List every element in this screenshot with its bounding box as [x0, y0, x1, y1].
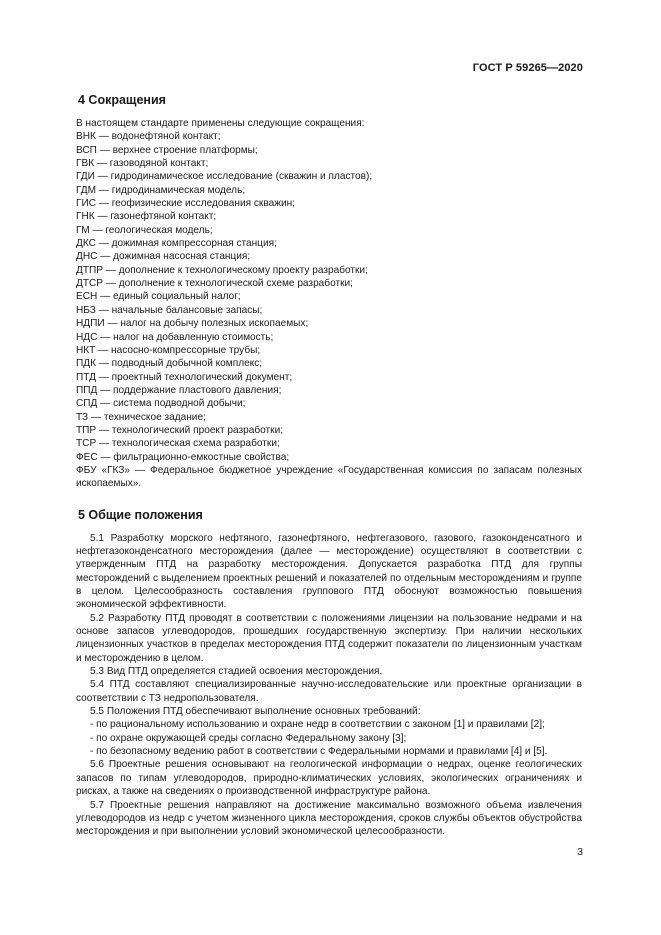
document-code: ГОСТ Р 59265—2020	[472, 62, 583, 74]
abbreviation-item: ТПР — технологический проект разработки;	[76, 424, 284, 436]
paragraph-5-3: 5.3 Вид ПТД определяется стадией освоения месторождения.	[90, 666, 383, 678]
abbreviation-item: ГДИ — гидродинамическое исследование (скважин и пластов);	[76, 171, 373, 183]
abbreviation-item: ГМ — геологическая модель;	[76, 224, 213, 236]
paragraph-5-5: 5.5 Положения ПТД обеспечивают выполнение основных требований:	[90, 706, 421, 718]
abbreviation-item: ГИС — геофизические исследования скважин;	[76, 198, 295, 210]
requirement-item: - по охране окружающей среды согласно Федеральному закону [3];	[90, 732, 407, 744]
abbreviation-item: ППД — поддержание пластового давления;	[76, 384, 282, 396]
abbreviation-item: ДТПР — дополнение к технологическому проекту разработки;	[76, 264, 368, 276]
abbreviation-item: ПДК — подводный добычной комплекс;	[76, 358, 263, 370]
abbreviation-item: ДКС — дожимная компрессорная станция;	[76, 238, 277, 250]
requirement-item: - по рациональному использованию и охране недр в соответствии с законом [1] и правилами [2];	[90, 719, 545, 731]
abbreviation-item: ЕСН — единый социальный налог;	[76, 291, 241, 303]
abbreviation-item: СПД — система подводной добычи;	[76, 398, 246, 410]
abbreviation-item: НДС — налог на добавленную стоимость;	[76, 331, 274, 343]
abbreviation-item: ГНК — газонефтяной контакт;	[76, 211, 217, 223]
abbreviation-item: ТСР — технологическая схема разработки;	[76, 438, 280, 450]
page-content	[76, 92, 582, 839]
section-4-title: 4 Сокращения	[78, 93, 166, 107]
section-5-title: 5 Общие положения	[78, 507, 203, 522]
abbreviation-item: ГДМ — гидродинамическая модель;	[76, 184, 246, 196]
abbreviation-item: ВСП — верхнее строение платформы;	[76, 144, 258, 156]
abbreviation-item: ДТСР — дополнение к технологической схеме разработки;	[76, 278, 353, 290]
abbreviation-item: НКТ — насосно-компрессорные трубы;	[76, 344, 261, 356]
abbreviation-item-last: ФБУ «ГКЗ» — Федеральное бюджетное учреждение «Государственная комиссия по запасам полезных ископаемых».	[76, 464, 582, 490]
abbreviation-item: ТЗ — техническое задание;	[76, 411, 206, 423]
paragraph-5-4: 5.4 ПТД составляют специализированные научно-исследовательские или проектные организации в соответствии с ТЗ недропользователя.	[76, 679, 582, 704]
paragraph-5-2: 5.2 Разработку ПТД проводят в соответствии с положениями лицензии на пользование недрами и на основе запасов углеводородов, прошедших государственную экспертизу. При наличии нескольких лицензионных участков в пределах месторождения ПТД содержит показатели по лицензионным участкам и месторождению в целом.	[76, 612, 582, 664]
paragraph-5-6: 5.6 Проектные решения основывают на геологической информации о недрах, оценке геологических запасов по типам углеводородов, природно-климатических условиях, экологических ограничениях и рисках, а также на сведениях о производственной инфраструктуре района.	[76, 759, 582, 798]
abbreviation-item: НДПИ — налог на добычу полезных ископаемых;	[76, 318, 309, 330]
paragraph-5-7: 5.7 Проектные решения направляют на достижение максимально возможного объема извлечения углеводородов из недр с учетом жизненного цикла месторождения, сроков службы объектов обустройства месторождения и при выполнении условий экономической целесообразности.	[76, 799, 582, 838]
page-number: 3	[577, 846, 583, 858]
abbreviation-item: ВНК — водонефтяной контакт;	[76, 131, 221, 143]
abbreviation-item: ДНС — дожимная насосная станция;	[76, 251, 251, 263]
abbreviation-item: ГВК — газоводяной контакт;	[76, 158, 209, 170]
abbreviation-item: ПТД — проектный технологический документ;	[76, 371, 293, 383]
abbreviation-list	[76, 130, 582, 490]
abbreviation-item: ФЕС — фильтрационно-емкостные свойства;	[76, 451, 290, 463]
requirement-item: - по безопасному ведению работ в соответствии с Федеральными нормами и правилами [4] и [5].	[90, 746, 548, 758]
section-4-intro: В настоящем стандарте применены следующие сокращения:	[76, 118, 365, 129]
abbreviation-item: НБЗ — начальные балансовые запасы;	[76, 304, 263, 316]
paragraph-5-1: 5.1 Разработку морского нефтяного, газонефтяного, нефтегазового, газового, газоконденсатного и нефтегазоконденсатного месторождения (далее — месторождение) осуществляют в соответствии с утвержденным ПТД на разработку месторождения. Допускается разработка ПТД для группы месторождений с выделением проектных решений и показателей по отдельным месторождениям и группе в целом. Целесообразность составления группового ПТД обоснуют возможностью повышения экономической эффективности.	[76, 532, 582, 611]
